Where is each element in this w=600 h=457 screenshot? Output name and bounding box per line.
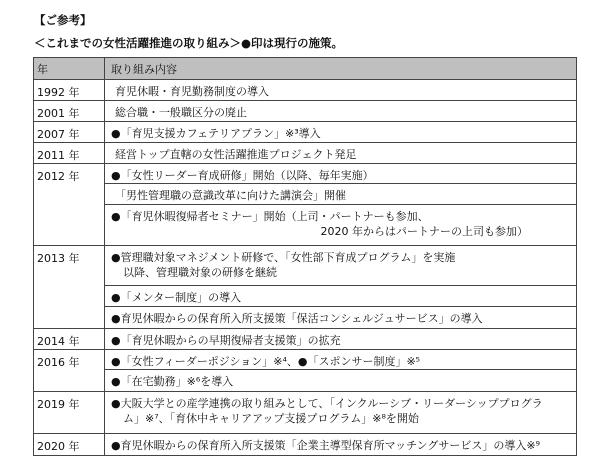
content-cell: ●「在宅勤務」※⁶を導入 [111,375,234,388]
reference-heading: 【ご参考】 [34,13,92,27]
year-cell: 2020 年 [34,434,105,455]
year-cell [34,370,105,391]
table-row [34,184,576,205]
table-row [34,328,576,349]
table-header-row [34,58,576,79]
content-cell: ●「育児支援カフェテリアプラン」※³導入 [111,127,321,140]
content-cell: ●「メンター制度」の導入 [105,286,576,307]
content-cell: ●「育児休暇復帰者セミナー」開始（上司・パートナーも参加、 2020 年からはパートナーの上司も参加） [111,210,528,238]
content-cell: 「男性管理職の意識改革に向けた講演会」開催 [105,184,576,205]
year-cell [34,307,105,328]
table-row [34,142,576,163]
table-row [34,205,576,245]
year-cell: 2016 年 [34,350,105,370]
year-cell: 2007 年 [34,122,105,142]
header-content: 取り組み内容 [111,63,177,76]
header-year: 年 [34,58,105,79]
table-row [34,245,576,286]
table-row [34,370,576,391]
table-row [34,121,576,142]
year-cell: 2011 年 [34,143,105,163]
content-cell: ●管理職対象マネジメント研修で、「女性部下育成プログラム」を実施 以降、管理職対象の研修を継続 [105,246,576,286]
table-row [34,79,576,100]
content-cell: 総合職・一般職区分の廃止 [115,106,247,119]
content-cell: ●大阪大学との産学連携の取り組みとして、「インクルーシブ・リーダーシッププログラ ム」※⁷、「育休中キャリアアップ支援プログラム」※⁸を開始 [111,397,543,425]
content-cell: ●育児休暇からの保育所入所支援策「保活コンシェルジュサービス」の導入 [111,312,483,325]
year-cell [34,184,105,205]
content-cell: 経営トップ直轄の女性活躍推進プロジェクト発足 [115,148,357,161]
content-cell: ●「女性リーダー育成研修」開始（以降、毎年実施） [105,164,576,184]
table-row [34,163,576,184]
content-cell: ●育児休暇からの保育所入所支援策「企業主導型保育所マッチングサービス」の導入※⁹ [111,439,541,452]
year-cell: 2014 年 [34,329,105,349]
table-row [34,433,576,455]
year-cell: 2012 年 [34,164,105,184]
content-cell: ●「育児休暇からの早期復帰者支援策」の拡充 [111,334,341,347]
table-row [34,286,576,307]
year-cell [34,205,105,245]
table-row [34,307,576,328]
year-cell: 2013 年 [34,246,105,286]
initiatives-table [33,57,577,456]
year-cell: 2001 年 [34,101,105,121]
section-subtitle: ＜これまでの女性活躍推進の取り組み＞●印は現行の施策。 [34,36,344,50]
table-row [34,391,576,433]
table-row [34,349,576,370]
table-row [34,100,576,121]
year-cell: 2019 年 [34,392,105,433]
year-cell: 1992 年 [34,80,105,100]
content-cell: ●「女性フィーダーポジション」※⁴、●「スポンサー制度」※⁵ [105,350,576,370]
year-cell [34,286,105,307]
content-cell: 育児休暇・育児勤務制度の導入 [115,85,269,98]
